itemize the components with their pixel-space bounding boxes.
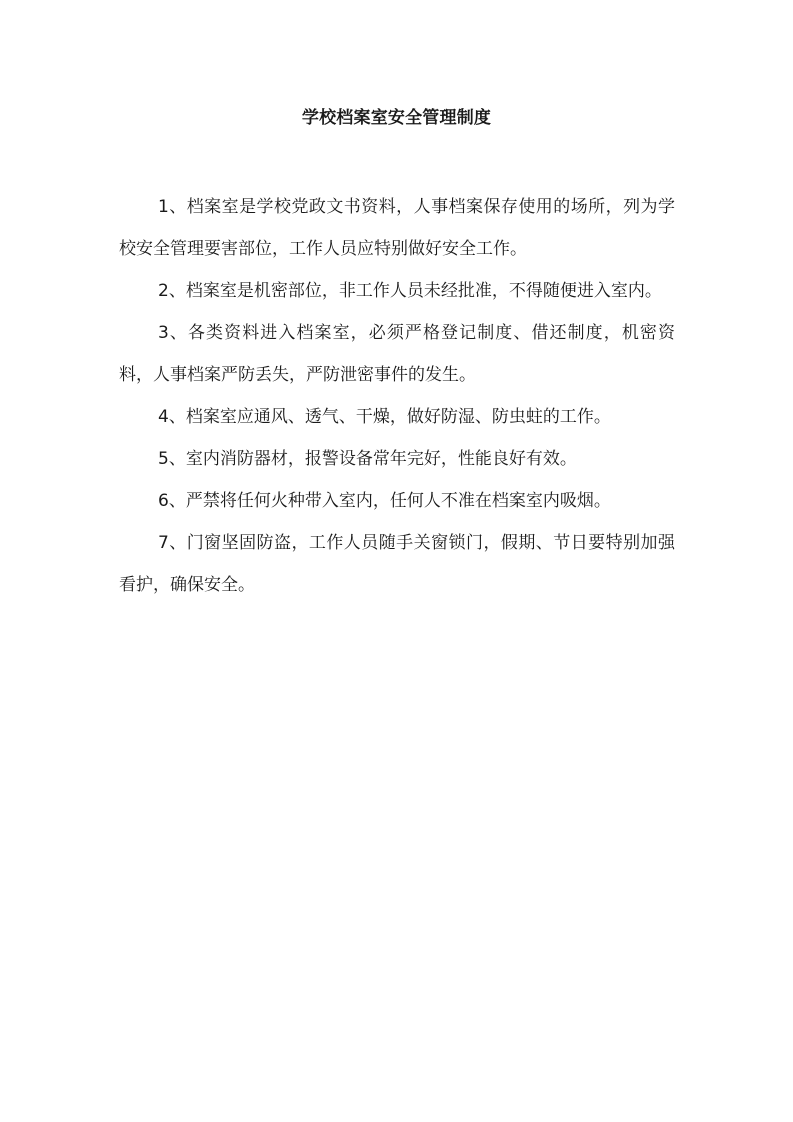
- document-body: [119, 186, 675, 606]
- paragraph-7: 7、门窗坚固防盗，工作人员随手关窗锁门，假期、节日要特别加强看护，确保安全。: [119, 533, 675, 595]
- paragraph-4: 4、档案室应通风、透气、干燥，做好防湿、防虫蛀的工作。: [158, 407, 611, 427]
- paragraph-6: 6、严禁将任何火种带入室内，任何人不准在档案室内吸烟。: [158, 491, 611, 511]
- document-title: 学校档案室安全管理制度: [301, 108, 492, 128]
- paragraph-1: 1、档案室是学校党政文书资料，人事档案保存使用的场所，列为学校安全管理要害部位，工作人员应特别做好安全工作。: [119, 197, 675, 259]
- paragraph-3: 3、各类资料进入档案室，必须严格登记制度、借还制度，机密资料，人事档案严防丢失，严防泄密事件的发生。: [119, 323, 675, 385]
- paragraph-2: 2、档案室是机密部位，非工作人员未经批准，不得随便进入室内。: [158, 281, 662, 301]
- paragraph-5: 5、室内消防器材，报警设备常年完好，性能良好有效。: [158, 449, 577, 469]
